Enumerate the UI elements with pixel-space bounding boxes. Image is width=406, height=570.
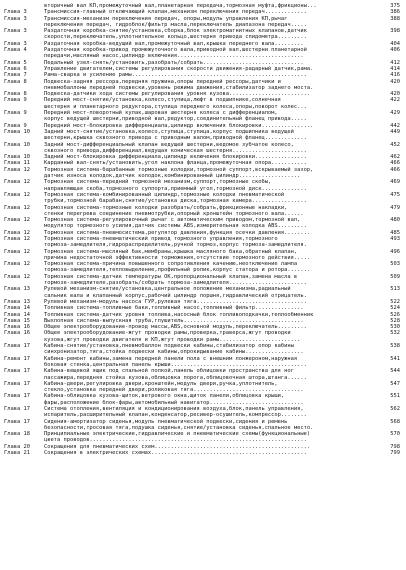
page-number: 799 bbox=[390, 450, 400, 457]
entry-title: Сокращения для пневматических схем................................................ bbox=[44, 443, 311, 450]
chapter-label: Глава 8 bbox=[4, 91, 27, 98]
toc-entry bbox=[4, 28, 400, 41]
chapter-label: Глава 13 bbox=[4, 286, 30, 293]
toc-entry bbox=[4, 356, 400, 369]
chapter-label: Глава 13 bbox=[4, 298, 30, 305]
entry-title: Раздаточная коробка-привод промежуточного вала,приводной вал,шестерни планетарной передачи,масляный насос,цилиндр включения....................................... bbox=[44, 47, 307, 60]
entry-title: Раздаточная коробка-ведущий вал,промежуточный вал,крышка переднего вала......... bbox=[44, 40, 304, 47]
toc-entry bbox=[4, 217, 400, 230]
page-number: 493 bbox=[390, 235, 400, 242]
page-number: 532 bbox=[390, 330, 400, 337]
toc-entry bbox=[4, 431, 400, 444]
page-number: 798 bbox=[390, 443, 400, 450]
entry-title: Рулевой механизм-снятие/установка,центральное положение механизма,радиальный сальник вала и клапанный корпус,рабочий цилиндр поршня,гидравлический отрицатель. bbox=[44, 286, 307, 299]
page-number: 513 bbox=[390, 286, 400, 293]
page-number: 449 bbox=[390, 128, 400, 135]
toc-entry bbox=[4, 167, 400, 180]
chapter-label: Глава 10 bbox=[4, 128, 30, 135]
chapter-label: Глава 3 bbox=[4, 40, 27, 47]
toc-entry bbox=[4, 406, 400, 419]
chapter-label: Глава 3 bbox=[4, 28, 27, 35]
toc-entry bbox=[4, 142, 400, 155]
toc-entry bbox=[4, 249, 400, 262]
chapter-label: Глава 10 bbox=[4, 154, 30, 161]
chapter-label: Глава 12 bbox=[4, 166, 30, 173]
toc-entry bbox=[4, 129, 400, 142]
entry-title: Сокращения в электрических схемах................................................ bbox=[44, 450, 307, 457]
entry-title: Раздаточная коробка-снятие/установка,сборка,блок электромагнитных клапанов,датчик скорости,переключатель,уплотнительное кольцо,шестерня привода спидометра......... bbox=[44, 28, 307, 41]
chapter-label: Глава 5 bbox=[4, 59, 27, 66]
toc-entry bbox=[4, 192, 400, 205]
toc-entry bbox=[4, 261, 400, 274]
chapter-label: Глава 4 bbox=[4, 47, 27, 54]
page-number: 466 bbox=[390, 160, 400, 167]
chapter-label: Глава 17 bbox=[4, 380, 30, 387]
page-number: 375 bbox=[390, 3, 400, 9]
toc-entry bbox=[4, 16, 400, 29]
page-number: 388 bbox=[390, 15, 400, 22]
page-number: 522 bbox=[390, 298, 400, 305]
page-number: 404 bbox=[390, 40, 400, 47]
entry-title: Передний мост-снятие/установка,колесо,ступица,люфт в подшипнике,солнечная шестерня и планетарного редуктора,ступица переднего колеса,опоры,поворот колес... bbox=[44, 97, 307, 110]
page-number: 480 bbox=[390, 217, 400, 224]
entry-title: Кабина-ремонт кабины,замена передней панели пола с внешним лонжероном,наружная боковая стенка,центральная панель крыши.......................................... bbox=[44, 355, 307, 368]
chapter-label: Глава 15 bbox=[4, 317, 30, 324]
page-number: 538 bbox=[390, 343, 400, 350]
entry-title: Кабина-облицовка кузова-щиток,ветрового окна,щиток панели,облицовка крыши, фары,расположение блок-фары,автомобильный навигатор............................. bbox=[44, 393, 304, 406]
page-number: 496 bbox=[390, 248, 400, 255]
chapter-label: Глава 16 bbox=[4, 330, 30, 337]
chapter-label: Глава 9 bbox=[4, 97, 27, 104]
entry-title: Тормозная система-пневмосистема,регулятор давления,функция осечки давления........ bbox=[44, 229, 311, 236]
page-number: 526 bbox=[390, 311, 400, 318]
chapter-label: Глава 12 bbox=[4, 191, 30, 198]
chapter-label: Глава 20 bbox=[4, 443, 30, 450]
chapter-label: Глава 17 bbox=[4, 343, 30, 350]
chapter-label: Глава 14 bbox=[4, 311, 30, 318]
chapter-label: Глава 12 bbox=[4, 204, 30, 211]
chapter-label: Глава 12 bbox=[4, 248, 30, 255]
chapter-label: Глава 12 bbox=[4, 217, 30, 224]
page-number: 547 bbox=[390, 380, 400, 387]
entry-title: Трансмиссия-механизм переключения передач, опоры,модуль управления КП,рычаг переключения передач, гидроблок/фильтр масла,переключатель диапазона передач..... bbox=[44, 15, 307, 28]
toc-entry bbox=[4, 274, 400, 287]
page-number: 416 bbox=[390, 72, 400, 79]
entry-title: Тормозная система-барабанные тормозные колодки,тормозной суппорт,вскрываемый зазор, датчик износа колодок,датчик колодок,комбинированный цилиндр................... bbox=[44, 166, 314, 180]
entry-title: Задний мост-дифференциальный клапан ведущей шестерни,ведомое зубчатое колесо, сквозного привода,дифференциал,ведущая коническая шестерня....................... bbox=[44, 141, 307, 154]
toc-entry bbox=[4, 381, 400, 394]
chapter-label: Глава 12 bbox=[4, 261, 30, 268]
page-number: 524 bbox=[390, 305, 400, 312]
entry-title: Тормозная система-передний тормозной механизм,суппорт,тормозные скобы, направляющая скоба,тормозного суппорта,приемный угол,тормозной диск.............. bbox=[44, 179, 307, 192]
entry-title: Тормозная система-датчик температуры ОК,пропорциональный клапан,замена масла в тормозе-замедлителе,разобрать/собрать тормоза-замедлителя........................ bbox=[44, 273, 307, 287]
page-number: 412 bbox=[390, 59, 400, 66]
entry-title: вторичный вал КП,промежуточный вал,планетарная передача,тормозная муфта,фрикционы... bbox=[44, 3, 317, 9]
toc-entry bbox=[4, 110, 400, 123]
chapter-label: Глава 7 bbox=[4, 72, 27, 79]
entry-title: Рама-сварка и усиление рамы...................................................... bbox=[44, 72, 307, 79]
page-number: 429 bbox=[390, 110, 400, 117]
entry-title: Тормозная система-комбинированный цилиндр,тормозные колодки пневматической трубки,тормозной барабан,снятие/установка диска,тормозная камера................. bbox=[44, 191, 307, 205]
toc-entry bbox=[4, 330, 400, 343]
entry-title: Передний мост-блокировка дифференциала,цилиндр включения блокировки................ bbox=[44, 122, 314, 129]
toc-entry bbox=[4, 343, 400, 356]
chapter-label: Глава 3 bbox=[4, 9, 27, 16]
toc-entry bbox=[4, 47, 400, 60]
toc-entry bbox=[4, 236, 400, 249]
entry-title: Передний мост-поворотный кулак,шаровая шестерня колеса с дифференциалом, корпус ведущей шестерни,приводной вал,редуктор,соединительный фланец привода..... bbox=[44, 110, 307, 123]
entry-title: Тормозная система-тормозные колодки разобрать/собрать,фрикционные накладки, стенки перегрева соединение пневмотрубки,опорный кронштейн тормозного вала...... bbox=[44, 204, 304, 217]
page-number: 469 bbox=[390, 179, 400, 186]
page-number: 568 bbox=[390, 418, 400, 425]
entry-title: Кабина-снятие/установка,пневмобаллон подвески кабины,стабилизатор опор кабины синхронизатор,тяга,стойка подвески кабины,опрокидывание кабины.................. bbox=[44, 343, 304, 356]
page-number: 442 bbox=[390, 122, 400, 129]
entry-title: Подвеска-датчики хода системы регулирования уровня кузова......................... bbox=[44, 91, 311, 98]
chapter-label: Глава 12 bbox=[4, 273, 30, 280]
entry-title: Выхлопная система-выпускная труба,глушитель..................................... bbox=[44, 317, 304, 324]
chapter-label: Глава 16 bbox=[4, 324, 30, 331]
page-number: 509 bbox=[390, 273, 400, 280]
page-number: 420 bbox=[390, 91, 400, 98]
toc-entry bbox=[4, 368, 400, 381]
chapter-label: Глава 17 bbox=[4, 355, 30, 362]
page-number: 398 bbox=[390, 28, 400, 35]
entry-title: Тормозная система-причина повышенного сопротивления качению,неотключение лампа тормоза-замедлителя,тепловыделение,профильный ролик,корпус статора и ротора....... bbox=[44, 261, 311, 274]
page-number: 452 bbox=[390, 141, 400, 148]
chapter-label: Глава 6 bbox=[4, 65, 27, 72]
page-number: 479 bbox=[390, 204, 400, 211]
chapter-label: Глава 9 bbox=[4, 122, 27, 129]
entry-title: Тормозная система-регулировочный рычаг с автоматическим приводом,тормозной вал, модулятор тормозного усилия,датчик системы ABS,измерительная колодка ABS......... bbox=[44, 217, 307, 230]
toc-entry bbox=[4, 286, 400, 299]
entry-title: Топливная система-топливные баки,топливный насос,топливный фильтр............... bbox=[44, 305, 304, 312]
entry-title: Тормозная система-пневматический привод тормозного управления,тормозного тормоза-замедлителя,гидрораспределитель,ручной тормоз,корпус тормоза-замедлителя. bbox=[44, 235, 307, 249]
chapter-label: Глава 17 bbox=[4, 418, 30, 425]
page-number: 562 bbox=[390, 406, 400, 412]
entry-title: Рулевой механизм-модуль насоса ГУР,рулевая тяга.................................. bbox=[44, 298, 307, 305]
chapter-label: Глава 12 bbox=[4, 179, 30, 186]
chapter-label: Глава 8 bbox=[4, 78, 27, 85]
toc-entry bbox=[4, 205, 400, 218]
entry-title: Карданный вал-снять/установить,угол наклона фланца,промежуточная опора........... bbox=[44, 160, 307, 167]
entry-title: Управление двигателем,системы регулирования скорости движения-радарный датчик,рама. bbox=[44, 65, 314, 72]
toc-entry bbox=[4, 97, 400, 110]
entry-title: Подвеска-задняя рессора,передняя пружина,опоры передней рессоры,датчики и пневмобаллоны передней подвески,уровень режима движения,стабилизатор заднего моста. bbox=[44, 78, 314, 91]
toc-entry bbox=[4, 179, 400, 192]
entry-title: Общее электрооборудование-жгут проводки рамы,проверка,траверса,жгут проводки кузова,жгут проводки двигателя и КП,жгут проводки рамы......................... bbox=[44, 330, 301, 343]
chapter-label: Глава 10 bbox=[4, 141, 30, 148]
page-number: 551 bbox=[390, 393, 400, 400]
page-number: 570 bbox=[390, 431, 400, 438]
toc-entry bbox=[4, 393, 400, 406]
page-number: 386 bbox=[390, 9, 400, 16]
chapter-label: Глава 17 bbox=[4, 393, 30, 400]
page-number: 530 bbox=[390, 324, 400, 331]
entry-title: Задний мост-блокировка дифференциала,цилиндр включения блокировки................ bbox=[44, 154, 307, 161]
page-number: 420 bbox=[390, 78, 400, 85]
page-number: 485 bbox=[390, 229, 400, 236]
page-number: 414 bbox=[390, 65, 400, 72]
entry-title: Задний мост-снятие/установка,колесо,ступица,ступица,корпус подшипника ведущей шестерни,крышка сквозного привода с приводным валом,приводной фланец............. bbox=[44, 128, 307, 142]
chapter-label: Глава 18 bbox=[4, 431, 30, 438]
page-number: 544 bbox=[390, 368, 400, 375]
entry-title: Трансмиссия-главный отключающий клапан,механизм переключения передач............. bbox=[44, 9, 307, 16]
entry-title: Общее электрооборудование-провод массы,ABS,основной модуль,переключатель......... bbox=[44, 324, 307, 331]
chapter-label: Глава 12 bbox=[4, 235, 30, 242]
chapter-label: Глава 21 bbox=[4, 450, 30, 457]
page-number: 406 bbox=[390, 47, 400, 54]
entry-title: Принципиальные электрические,гидравлические и пневматические схемы(функциональные) цвета проводов................................................................... bbox=[44, 431, 311, 444]
entry-title: Педальный узел-снять/установить,разобрать/собрать............................... bbox=[44, 59, 304, 66]
page-number: 528 bbox=[390, 317, 400, 324]
page-number: 541 bbox=[390, 355, 400, 362]
entry-title: Топливная система-датчик уровня топлива,насосный блок топливоподкачки,теплообменник bbox=[44, 311, 314, 318]
chapter-label: Глава 17 bbox=[4, 406, 30, 412]
toc-entry bbox=[4, 419, 400, 432]
chapter-label: Глава 3 bbox=[4, 15, 27, 22]
page-number: 422 bbox=[390, 97, 400, 104]
chapter-label: Глава 12 bbox=[4, 229, 30, 236]
toc-entry bbox=[4, 79, 400, 92]
entry-title: Тормозная система-масляный бак,мембраны,крышка масляного бака,обратный клапан, причина недостаточной эффективности торможения,отсутствие тормозного действия..... bbox=[44, 248, 311, 261]
chapter-label: Глава 17 bbox=[4, 368, 30, 375]
entry-title: Кабина-вещевой ящик под спальной полкой,панель облицовки пространства для ног пассажира,передняя стойка кузова,облицовка порога,облицовочная штора,штанга...... bbox=[44, 368, 307, 381]
toc-entry bbox=[4, 450, 400, 456]
chapter-label: Глава 9 bbox=[4, 110, 27, 117]
chapter-label: Глава 11 bbox=[4, 160, 30, 167]
entry-title: Кабина-двери,регулировка двери,кронштейн,модуль двери,ручка,уплотнитель, стекло,установка передней двери,роликовая тяга.................................. bbox=[44, 380, 304, 394]
page-number: 475 bbox=[390, 191, 400, 198]
entry-title: Система отопления,вентиляция и кондиционирования воздуха,блок,панель управления, испаритель,расширительный клапан,конденсатор,ресивер-осушитель,компрессор........ bbox=[44, 406, 307, 419]
chapter-label: Глава 14 bbox=[4, 305, 30, 312]
page-number: 462 bbox=[390, 154, 400, 161]
entry-title: Сидения-амортизатор сиденья,модуль пневматической подвески,сидения и ремень безопасности,тросовая тяга,подушка сиденья,снятие/установка сиденья,спальное место. bbox=[44, 418, 314, 431]
page-number: 503 bbox=[390, 261, 400, 268]
page-number: 466 bbox=[390, 166, 400, 173]
